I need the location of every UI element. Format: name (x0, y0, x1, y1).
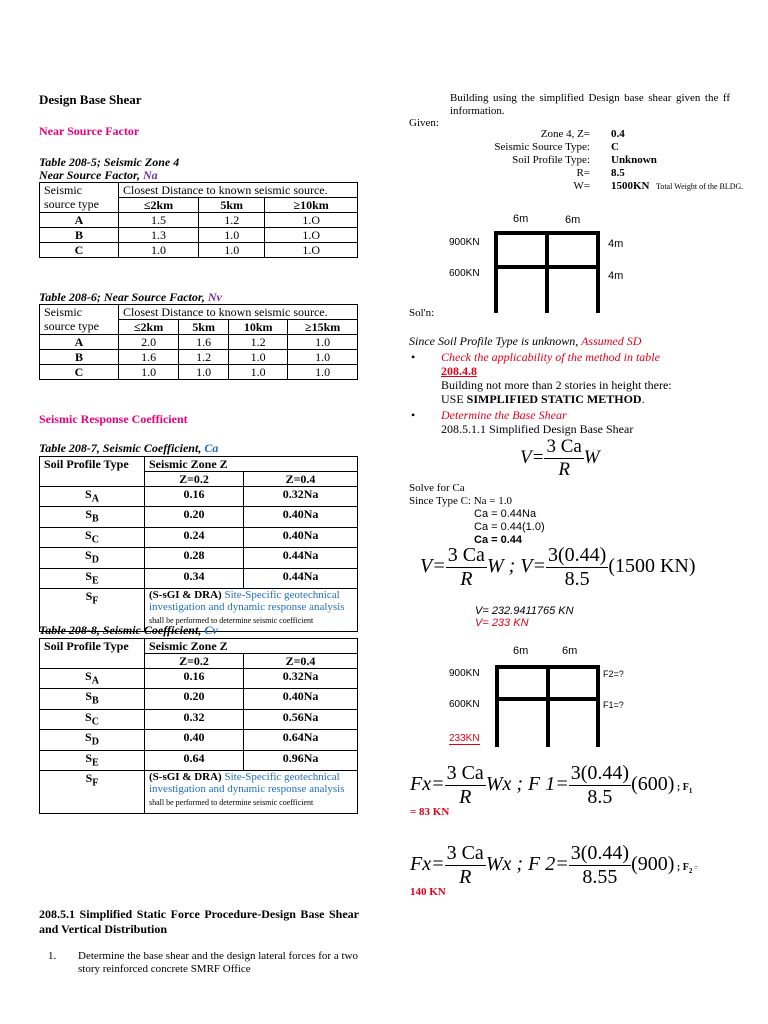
given-label: Given: (409, 117, 439, 129)
f2-result: 140 KN (410, 886, 446, 898)
table-row: $S_B$ 0.20 0.40Na (40, 689, 358, 709)
table-header: Z=0.2 (145, 654, 244, 669)
weight-note: Total Weight of the BLDG. (656, 182, 744, 191)
force-f1-label: F1=? (603, 700, 624, 710)
table-208-5-subtitle: Near Source Factor, Na (39, 168, 158, 182)
problem-intro: Building using the simplified Design base shear given the ff information. (450, 92, 730, 117)
table-row: B 1.6 1.2 1.0 1.0 (40, 350, 358, 365)
solve-ca-block: Solve for Ca Since Type C: Na = 1.0 (409, 482, 512, 507)
height-label: 4m (608, 238, 624, 250)
table-header: ≤2km (119, 198, 199, 213)
table-row: B 1.3 1.0 1.O (40, 228, 358, 243)
table-208-8-title: Table 208-8, Seismic Coefficient, Cv (39, 623, 218, 637)
equation-base-shear: V= $\frac{3 Ca}{R}$ W (520, 436, 600, 480)
table-row: $S_E$ 0.64 0.96Na (40, 750, 358, 770)
bay-label: 6m (513, 645, 529, 657)
table-row: A 2.0 1.6 1.2 1.0 (40, 335, 358, 350)
table-header: ≥15km (288, 320, 358, 335)
frame-column (596, 231, 600, 313)
table-row: $S_B$ 0.20 0.40Na (40, 507, 358, 527)
table-header: Z=0.2 (145, 472, 244, 487)
table-208-5 (39, 182, 358, 258)
table-208-8 (39, 638, 358, 814)
force-f2-label: F2=? (603, 669, 624, 679)
bay-label: 6m (513, 213, 529, 225)
table-header: Seismic source type (40, 183, 119, 213)
table-header: Seismic Zone Z (145, 639, 358, 654)
table-row: A 1.5 1.2 1.O (40, 213, 358, 228)
table-row: $S_F$ (S-sGI & DRA) Site-Specific geotechnical investigation and dynamic response analysis shall be performed to determine seismic coefficient (40, 770, 358, 813)
bay-label: 6m (562, 645, 578, 657)
table-row: $S_C$ 0.32 0.56Na (40, 709, 358, 729)
frame-column (494, 231, 498, 313)
table-row: $S_D$ 0.40 0.64Na (40, 730, 358, 750)
table-header: 5km (179, 320, 229, 335)
list-item-number: 1. (48, 950, 57, 962)
table-header: ≥10km (265, 198, 358, 213)
equation-v-calc: V= $\frac{3 Ca}{R}$ W ; V= $\frac{3(0.44)}{8.5}$ (1500 KN) (420, 544, 696, 590)
f1-result: = 83 KN (410, 806, 450, 818)
table-row: C 1.0 1.0 1.O (40, 243, 358, 258)
table-208-6 (39, 304, 358, 380)
base-shear-bullet: • Determine the Base Shear 208.5.1.1 Simplified Design Base Shear (411, 408, 634, 436)
section-208-5-1-title: 208.5.1 Simplified Static Force Procedure-Design Base Shear and Vertical Distribution (39, 907, 359, 936)
table-row: $S_E$ 0.34 0.44Na (40, 568, 358, 588)
table-row: $S_F$ (S-sGI & DRA) Site-Specific geotechnical investigation and dynamic response analysis shall be performed to determine seismic coefficient (40, 588, 358, 631)
frame-column (546, 665, 550, 747)
frame-column (545, 231, 549, 313)
bay-label: 6m (565, 214, 581, 226)
doc-title: Design Base Shear (39, 92, 142, 107)
table-208-6-title: Table 208-6; Near Source Factor, Nv (39, 290, 222, 304)
assumption-line: Since Soil Profile Type is unknown, Assumed SD (409, 334, 642, 348)
table-208-7-title: Table 208-7, Seismic Coefficient, Ca (39, 441, 219, 455)
height-label: 4m (608, 270, 624, 282)
table-row: $S_C$ 0.24 0.40Na (40, 527, 358, 547)
near-source-heading: Near Source Factor (39, 124, 140, 138)
given-values: 0.4 C Unknown 8.5 1500KN (611, 128, 657, 192)
load-label: 600KN (449, 699, 480, 710)
load-label: 900KN (449, 237, 480, 248)
v-exact: V= 232.9411765 KN (475, 605, 574, 617)
base-shear-label: 233KN (449, 733, 480, 744)
table-header: Soil Profile Type (40, 639, 145, 669)
table-header: Seismic source type (40, 305, 119, 335)
table-header: Closest Distance to known seismic source. (119, 183, 358, 198)
table-header: Seismic Zone Z (145, 457, 358, 472)
ca-steps: Ca = 0.44Na Ca = 0.44(1.0) Ca = 0.44 (474, 508, 545, 546)
given-labels: Zone 4, Z= Seismic Source Type: Soil Profile Type: R= W= (494, 128, 590, 192)
table-row: $S_A$ 0.16 0.32Na (40, 487, 358, 507)
table-row: $S_A$ 0.16 0.32Na (40, 669, 358, 689)
equation-f2: Fx= $\frac{3 Ca}{R}$ Wx ; F 2= $\frac{3(0.44)}{8.55}$ (900) ; $F_2$ = (410, 842, 699, 888)
applicability-bullet: • Check the applicability of the method in table 208.4.8 Building not more than 2 stories in height there: USE SIMPLIFIED STATIC METHOD. (411, 350, 672, 406)
table-header: 5km (199, 198, 265, 213)
table-header: Closest Distance to known seismic source. (119, 305, 358, 320)
table-208-7 (39, 456, 358, 632)
table-header: ≤2km (119, 320, 179, 335)
equation-f1: Fx= $\frac{3 Ca}{R}$ Wx ; F 1= $\frac{3(0.44)}{8.5}$ (600) ; $F_1$ (410, 762, 693, 808)
response-coefficient-heading: Seismic Response Coefficient (39, 412, 188, 426)
v-rounded: V= 233 KN (475, 617, 529, 629)
load-label: 600KN (449, 268, 480, 279)
table-header: 10km (229, 320, 288, 335)
list-item-text: Determine the base shear and the design lateral forces for a two story reinforced concrete SMRF Office (78, 950, 358, 975)
table-208-5-title: Table 208-5; Seismic Zone 4 (39, 155, 180, 169)
frame-column (495, 665, 499, 747)
solution-label: Sol'n: (409, 307, 435, 319)
table-header: Z=0.4 (244, 654, 358, 669)
table-row: $S_D$ 0.28 0.44Na (40, 548, 358, 568)
frame-column (596, 665, 600, 747)
load-label: 900KN (449, 668, 480, 679)
table-row: C 1.0 1.0 1.0 1.0 (40, 365, 358, 380)
table-header: Soil Profile Type (40, 457, 145, 487)
table-header: Z=0.4 (244, 472, 358, 487)
